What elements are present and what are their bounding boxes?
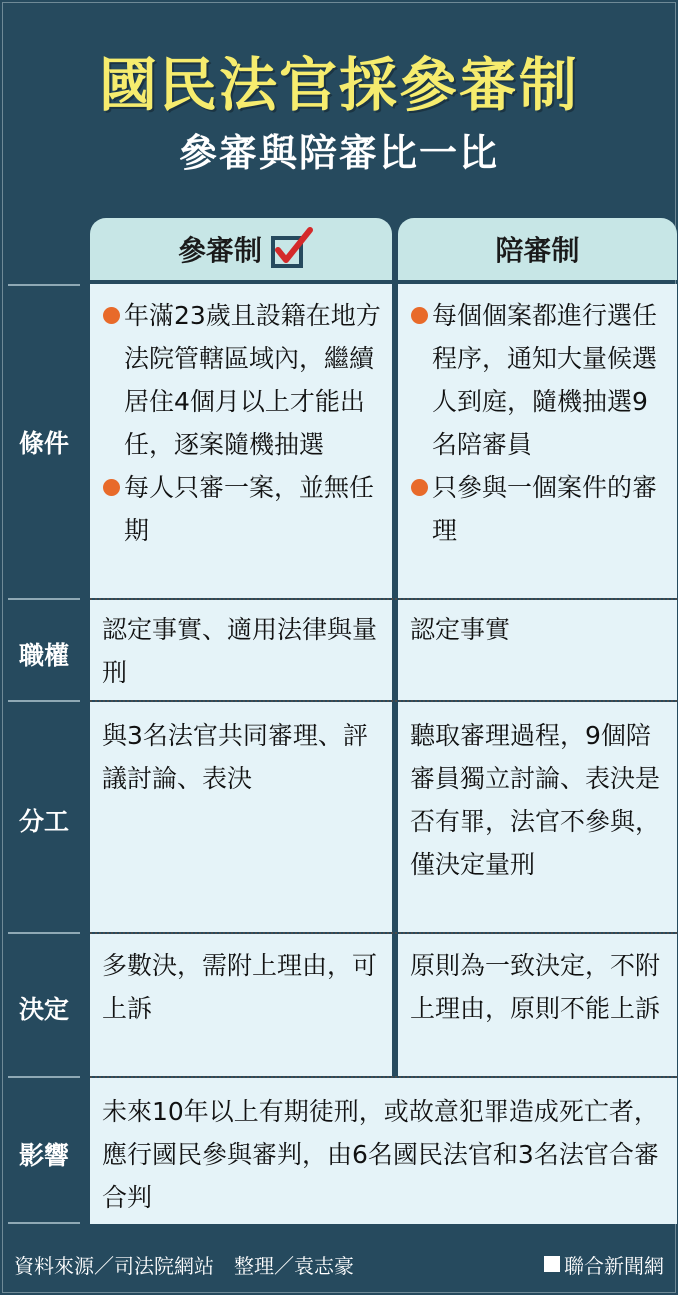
checkbox-checked-icon	[270, 232, 304, 266]
cell-decision-participation: 多數決，需附上理由，可上訴	[90, 934, 392, 1076]
cell-authority-jury: 認定事實	[398, 600, 677, 700]
square-icon	[544, 1256, 560, 1272]
cell-condition-participation	[90, 284, 392, 598]
brand	[544, 1250, 664, 1279]
row-label-authority: 職權	[18, 641, 69, 670]
row-label-division: 分工	[18, 807, 69, 836]
row-separator	[8, 932, 80, 934]
row-separator	[8, 1222, 80, 1224]
brand-name: 聯合新聞網	[564, 1253, 664, 1278]
row-label-decision: 決定	[18, 995, 69, 1024]
row-label-condition: 條件	[18, 429, 69, 458]
footer	[14, 1248, 664, 1280]
cell-division-jury: 聽取審理過程，9個陪審員獨立討論、表決是否有罪，法官不參與，僅決定量刑	[398, 702, 677, 932]
page-title: 國民法官採參審制	[98, 51, 579, 119]
bullet-text: 每個個案都進行選任程序，通知大量候選人到庭，隨機抽選9名陪審員	[432, 301, 658, 459]
bullet-text: 只參與一個案件的審理	[432, 473, 658, 545]
cell-division-participation: 與3名法官共同審理、評議討論、表決	[90, 702, 392, 932]
cell-condition-jury	[398, 284, 677, 598]
row-separator	[8, 1076, 80, 1078]
cell-impact: 未來10年以上有期徒刑，或故意犯罪造成死亡者，應行國民參與審判，由6名國民法官和3名法官合審合判	[90, 1078, 677, 1224]
column-header-jury	[398, 218, 677, 280]
bullet-dot-icon	[410, 466, 432, 552]
bullet-item	[102, 294, 382, 466]
row-separator	[8, 598, 80, 600]
column-header-label: 參審制	[177, 234, 262, 267]
bullet-dot-icon	[410, 294, 432, 466]
row-label-impact: 影響	[18, 1141, 69, 1170]
bullet-text: 年滿23歲且設籍在地方法院管轄區域內，繼續居住4個月以上才能出任，逐案隨機抽選	[124, 301, 381, 459]
row-separator	[8, 700, 80, 702]
cell-decision-jury: 原則為一致決定，不附上理由，原則不能上訴	[398, 934, 677, 1076]
column-header-label: 陪審制	[495, 234, 580, 267]
page-subtitle: 參審與陪審比一比	[178, 131, 499, 175]
source-credit: 資料來源／司法院網站 整理／袁志豪	[14, 1253, 354, 1278]
bullet-text: 每人只審一案，並無任期	[124, 473, 375, 545]
column-header-participation	[90, 218, 392, 280]
bullet-dot-icon	[102, 466, 124, 552]
bullet-item	[102, 466, 382, 552]
cell-authority-participation: 認定事實、適用法律與量刑	[90, 600, 392, 700]
row-separator	[8, 284, 80, 286]
bullet-dot-icon	[102, 294, 124, 466]
bullet-item	[410, 466, 667, 552]
bullet-item	[410, 294, 667, 466]
